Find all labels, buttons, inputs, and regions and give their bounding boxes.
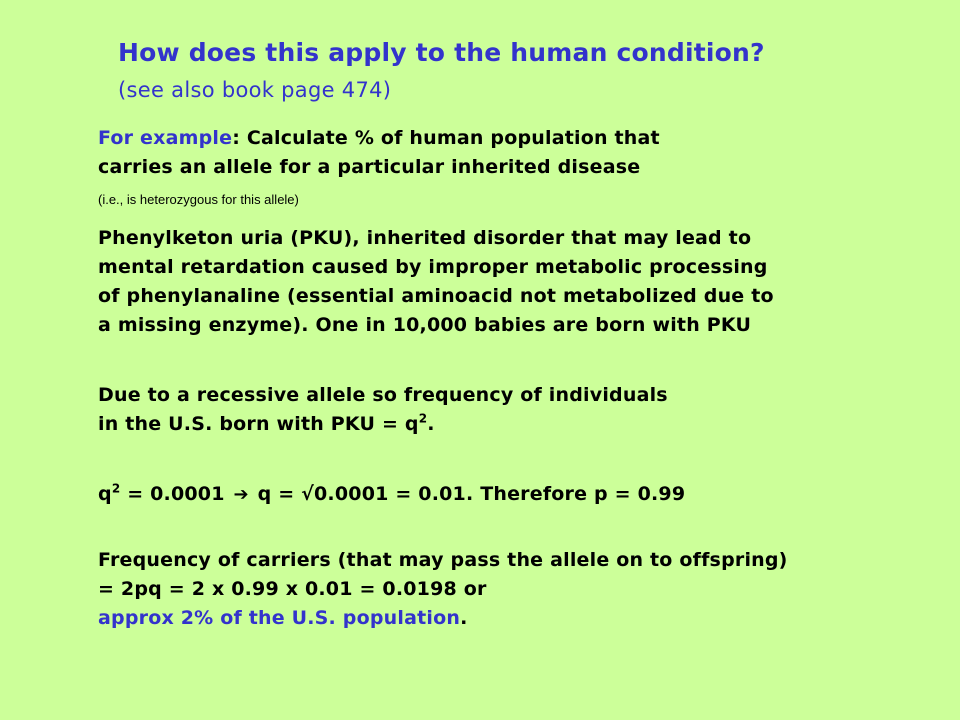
example-label: For example xyxy=(98,127,233,149)
slide-title: How does this apply to the human condition? xyxy=(118,38,765,67)
heterozygous-note: (i.e., is heterozygous for this allele) xyxy=(98,192,299,207)
equation-part-1: = 0.0001 xyxy=(120,483,232,505)
example-block xyxy=(98,124,660,182)
recessive-paragraph xyxy=(98,381,668,439)
carriers-line-1: Frequency of carriers (that may pass the allele on to offspring) xyxy=(98,549,788,571)
equation-line xyxy=(98,480,685,509)
recessive-line-2-text: in the U.S. born with PKU = q xyxy=(98,413,419,435)
example-line-2: carries an allele for a particular inherited disease xyxy=(98,156,641,178)
example-line-1-text: : Calculate % of human population that xyxy=(232,127,660,149)
sqrt-icon: √ xyxy=(301,483,315,505)
slide-subtitle: (see also book page 474) xyxy=(118,78,392,102)
recessive-line-2 xyxy=(98,410,668,439)
arrow-icon: ➔ xyxy=(233,484,249,505)
pku-line-1: Phenylketon uria (PKU), inherited disorder that may lead to xyxy=(98,227,752,249)
equation-part-3: 0.0001 = 0.01. Therefore p = 0.99 xyxy=(314,483,686,505)
equation-superscript: 2 xyxy=(111,481,121,496)
recessive-line-2-end: . xyxy=(427,413,435,435)
carriers-line-3-end: . xyxy=(460,607,468,629)
carriers-line-2: = 2pq = 2 x 0.99 x 0.01 = 0.0198 or xyxy=(98,578,487,600)
recessive-line-1: Due to a recessive allele so frequency of individuals xyxy=(98,384,668,406)
equation-part-2: q = xyxy=(250,483,302,505)
equation xyxy=(98,480,685,509)
pku-line-4: a missing enzyme). One in 10,000 babies are born with PKU xyxy=(98,314,752,336)
equation-q: q xyxy=(98,483,112,505)
example-line-1 xyxy=(98,124,660,153)
pku-paragraph xyxy=(98,224,774,340)
carriers-paragraph xyxy=(98,546,788,633)
squared-superscript: 2 xyxy=(418,411,428,426)
pku-line-2: mental retardation caused by improper metabolic processing xyxy=(98,256,768,278)
carriers-conclusion: approx 2% of the U.S. population xyxy=(98,607,461,629)
carriers-line-3 xyxy=(98,604,788,633)
pku-line-3: of phenylanaline (essential aminoacid not metabolized due to xyxy=(98,285,774,307)
